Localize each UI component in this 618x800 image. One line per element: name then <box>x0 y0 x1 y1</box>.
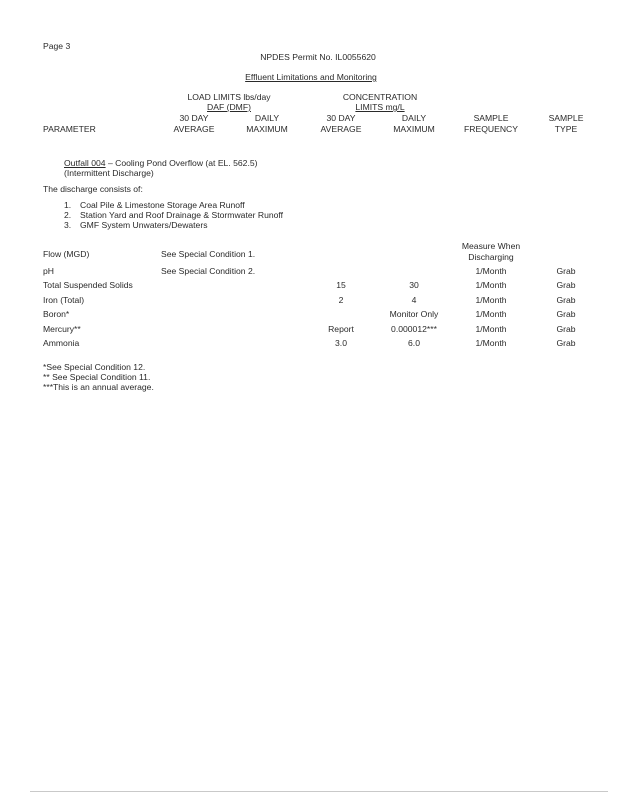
table-row-type: Grab <box>556 338 576 348</box>
load-daily-header: DAILY <box>254 113 280 123</box>
load-limits-subheader: DAF (DMF) <box>207 102 251 112</box>
load-limits-header: LOAD LIMITS lbs/day <box>187 92 271 102</box>
conc-daily-header: DAILY <box>401 113 427 123</box>
load-maximum-header: MAXIMUM <box>246 124 288 134</box>
table-row-conc-avg: 15 <box>336 280 346 290</box>
footnote: ** See Special Condition 11. <box>43 372 151 382</box>
concentration-header: CONCENTRATION <box>342 92 418 102</box>
discharge-item-num: 3. <box>64 220 72 230</box>
table-row-conc-max: 30 <box>409 280 419 290</box>
page-label: Page 3 <box>43 41 71 51</box>
table-row-conc-max: 4 <box>411 295 417 305</box>
table-row-load-note: See Special Condition 2. <box>161 266 256 276</box>
table-row-conc-max: Monitor Only <box>389 309 439 319</box>
table-row-parameter: Ammonia <box>43 338 80 348</box>
table-row-parameter: Total Suspended Solids <box>43 280 133 290</box>
sample-type-header-top: SAMPLE <box>548 113 584 123</box>
outfall-note: (Intermittent Discharge) <box>64 168 154 178</box>
section-title: Effluent Limitations and Monitoring <box>245 72 377 82</box>
outfall-number: Outfall 004 <box>64 158 106 168</box>
table-row-type: Grab <box>556 266 576 276</box>
table-row-parameter: pH <box>43 266 54 276</box>
table-row-type: Grab <box>556 309 576 319</box>
conc-average-header: AVERAGE <box>320 124 362 134</box>
conc-30day-header: 30 DAY <box>326 113 356 123</box>
discharge-intro: The discharge consists of: <box>43 184 143 194</box>
discharge-item-num: 2. <box>64 210 72 220</box>
table-row-frequency: 1/Month <box>475 324 507 334</box>
table-row-frequency: 1/Month <box>475 338 507 348</box>
table-row-parameter: Flow (MGD) <box>43 249 90 259</box>
table-row-conc-max: 0.000012*** <box>391 324 437 334</box>
outfall-description: – Cooling Pond Overflow (at EL. 562.5) <box>105 158 258 168</box>
bottom-rule <box>30 791 608 792</box>
load-30day-header: 30 DAY <box>179 113 209 123</box>
table-row-parameter: Boron* <box>43 309 70 319</box>
table-row-conc-avg: 2 <box>338 295 344 305</box>
table-row-frequency: Discharging <box>468 252 514 262</box>
table-row-parameter: Mercury** <box>43 324 81 334</box>
load-average-header: AVERAGE <box>173 124 215 134</box>
discharge-item-text: Coal Pile & Limestone Storage Area Runoff <box>80 200 245 210</box>
footnote: *See Special Condition 12. <box>43 362 146 372</box>
sample-frequency-header-top: SAMPLE <box>473 113 509 123</box>
table-row-frequency: 1/Month <box>475 280 507 290</box>
footnote: ***This is an annual average. <box>43 382 154 392</box>
table-row-parameter: Iron (Total) <box>43 295 85 305</box>
sample-frequency-header: FREQUENCY <box>464 124 518 134</box>
table-row-conc-avg: 3.0 <box>335 338 347 348</box>
table-row-frequency: 1/Month <box>475 309 507 319</box>
table-row-type: Grab <box>556 324 576 334</box>
concentration-subheader: LIMITS mg/L <box>355 102 405 112</box>
table-row-load-note: See Special Condition 1. <box>161 249 256 259</box>
discharge-item-text: Station Yard and Roof Drainage & Stormwater Runoff <box>80 210 284 220</box>
table-row-frequency: 1/Month <box>475 266 507 276</box>
parameter-header: PARAMETER <box>43 124 96 134</box>
sample-type-header: TYPE <box>554 124 578 134</box>
table-row-type: Grab <box>556 280 576 290</box>
table-row-frequency: Measure When <box>461 241 521 251</box>
table-row-frequency: 1/Month <box>475 295 507 305</box>
conc-maximum-header: MAXIMUM <box>393 124 435 134</box>
permit-title: NPDES Permit No. IL0055620 <box>260 52 376 62</box>
table-row-conc-max: 6.0 <box>408 338 420 348</box>
table-row-type: Grab <box>556 295 576 305</box>
discharge-item-text: GMF System Unwaters/Dewaters <box>80 220 208 230</box>
discharge-item-num: 1. <box>64 200 72 210</box>
table-row-conc-avg: Report <box>328 324 354 334</box>
